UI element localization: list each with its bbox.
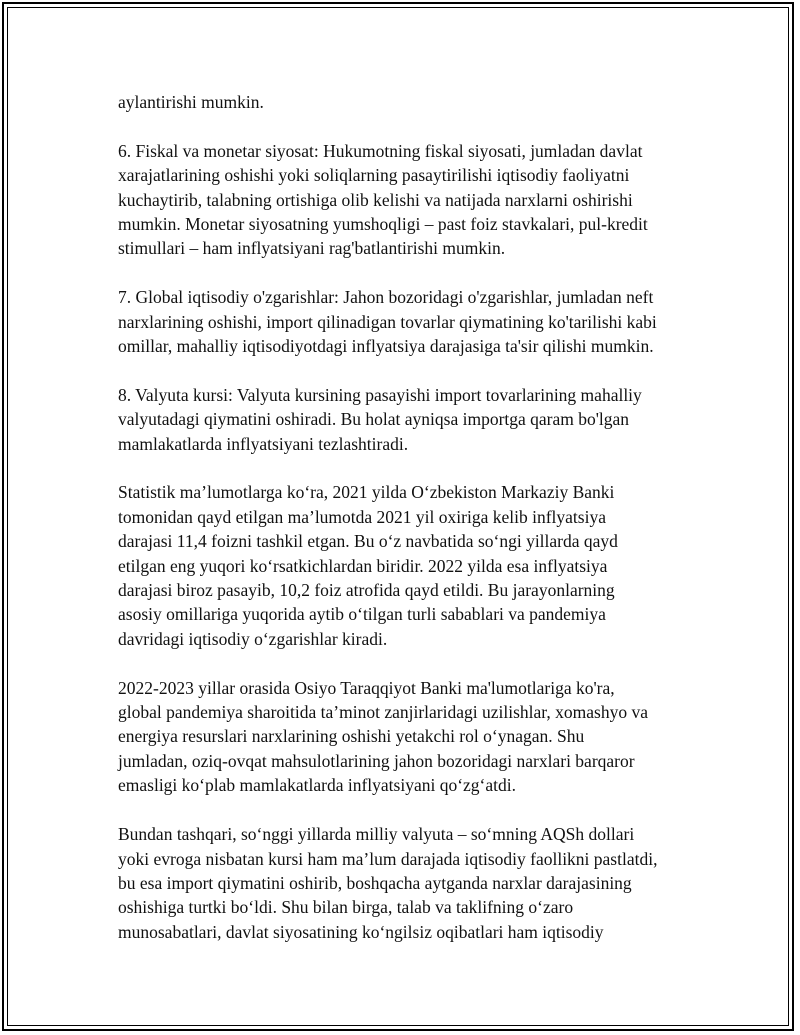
- text-line: Bundan tashqari, so‘nggi yillarda milliy valyuta – so‘mning AQSh dollari: [118, 824, 635, 845]
- text-line: emasligi ko‘plab mamlakatlarda inflyatsiyani qo‘zg‘atdi.: [118, 775, 516, 796]
- text-line: yoki evroga nisbatan kursi ham ma’lum darajada iqtisodiy faollikni pastlatdi,: [118, 848, 658, 869]
- paragraph-fiscal-monetary-policy: [118, 139, 708, 261]
- text-line: 8. Valyuta kursi: Valyuta kursining pasayishi import tovarlarining mahalliy: [118, 384, 642, 405]
- text-line: stimullari – ham inflyatsiyani rag'batlantirishi mumkin.: [118, 238, 506, 259]
- paragraph-adb-data: [118, 676, 708, 798]
- text-line: kuchaytirib, talabning ortishiga olib kelishi va natijada narxlarni oshirishi: [118, 189, 633, 210]
- text-line: xarajatlarining oshishi yoki soliqlarning pasaytirilishi iqtisodiy faoliyatni: [118, 165, 630, 186]
- text-line: mumkin. Monetar siyosatning yumshoqligi – past foiz stavkalari, pul-kredit: [118, 214, 648, 235]
- paragraph-continuation: [118, 90, 708, 114]
- text-line: munosabatlari, davlat siyosatining ko‘ngilsiz oqibatlari ham iqtisodiy: [118, 921, 604, 942]
- text-line: narxlarining oshishi, import qilinadigan tovarlar qiymatining ko'tarilishi kabi: [118, 311, 657, 332]
- text-line: Statistik ma’lumotlarga ko‘ra, 2021 yilda O‘zbekiston Markaziy Banki: [118, 482, 615, 503]
- text-line: mamlakatlarda inflyatsiyani tezlashtiradi.: [118, 433, 409, 454]
- document-body: [118, 90, 708, 969]
- text-line: global pandemiya sharoitida ta’minot zanjirlaridagi uzilishlar, xomashyo va: [118, 702, 648, 723]
- paragraph-exchange-rate: [118, 383, 708, 456]
- text-line: 6. Fiskal va monetar siyosat: Hukumotning fiskal siyosati, jumladan davlat: [118, 140, 643, 161]
- text-line: omillar, mahalliy iqtisodiyotdagi inflyatsiya darajasiga ta'sir qilishi mumkin.: [118, 336, 654, 357]
- paragraph-global-economic-changes: [118, 285, 708, 358]
- text-line: darajasi 11,4 foizni tashkil etgan. Bu o‘z navbatida so‘ngi yillarda qayd: [118, 531, 618, 552]
- text-line: asosiy omillariga yuqorida aytib o‘tilgan turli sabablari va pandemiya: [118, 604, 606, 625]
- text-line: aylantirishi mumkin.: [118, 92, 264, 112]
- text-line: oshishiga turtki bo‘ldi. Shu bilan birga, talab va taklifning o‘zaro: [118, 897, 574, 918]
- text-line: darajasi biroz pasayib, 10,2 foiz atrofida qayd etildi. Bu jarayonlarning: [118, 580, 615, 601]
- text-line: jumladan, oziq-ovqat mahsulotlarining jahon bozoridagi narxlari barqaror: [118, 750, 635, 771]
- paragraph-national-currency: [118, 822, 708, 944]
- text-line: valyutadagi qiymatini oshiradi. Bu holat ayniqsa importga qaram bo'lgan: [118, 409, 630, 430]
- text-line: bu esa import qiymatini oshirib, boshqacha aytganda narxlar darajasining: [118, 872, 632, 893]
- text-line: energiya resurslari narxlarining oshishi yetakchi rol o‘ynagan. Shu: [118, 726, 585, 747]
- text-line: etilgan eng yuqori ko‘rsatkichlardan biridir. 2022 yilda esa inflyatsiya: [118, 555, 608, 576]
- text-line: davridagi iqtisodiy o‘zgarishlar kiradi.: [118, 628, 388, 649]
- text-line: 2022-2023 yillar orasida Osiyo Taraqqiyot Banki ma'lumotlariga ko'ra,: [118, 677, 615, 698]
- text-line: 7. Global iqtisodiy o'zgarishlar: Jahon bozoridagi o'zgarishlar, jumladan neft: [118, 287, 654, 308]
- paragraph-statistics: [118, 480, 708, 651]
- text-line: tomonidan qayd etilgan ma’lumotda 2021 yil oxiriga kelib inflyatsiya: [118, 506, 606, 527]
